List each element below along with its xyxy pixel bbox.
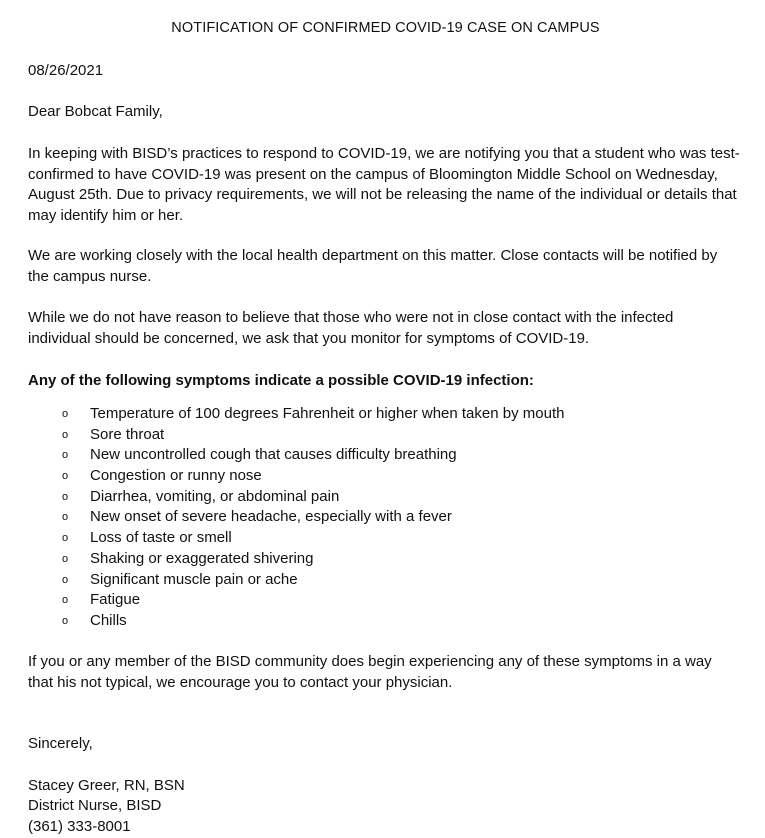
paragraph-text: We are working closely with the local health department on this matter. Close contacts will be notified by the campus nurse. xyxy=(28,247,718,285)
symptom-text: Loss of taste or smell xyxy=(90,529,232,547)
paragraph-contact-physician xyxy=(28,652,740,693)
bullet-icon: o xyxy=(62,408,69,420)
symptom-text: Chills xyxy=(90,611,127,629)
greeting: Dear Bobcat Family, xyxy=(28,103,163,120)
paragraph-notification xyxy=(28,144,740,226)
closing: Sincerely, xyxy=(28,735,93,752)
paragraph-text: While we do not have reason to believe that those who were not in close contact with the infected individual should be concerned, we ask that you monitor for symptoms of COVID-19. xyxy=(28,309,674,347)
bullet-icon: o xyxy=(62,614,69,627)
signature-title: District Nurse, BISD xyxy=(28,797,162,814)
bullet-icon: o xyxy=(62,470,69,483)
bullet-icon: o xyxy=(62,573,69,586)
bullet-icon: o xyxy=(62,449,69,462)
symptom-text: Temperature of 100 degrees Fahrenheit or higher when taken by mouth xyxy=(90,405,565,422)
symptoms-heading: Any of the following symptoms indicate a possible COVID-19 infection: xyxy=(28,372,534,389)
symptom-text: Significant muscle pain or ache xyxy=(90,570,298,588)
symptom-text: Fatigue xyxy=(90,591,141,609)
bullet-icon: o xyxy=(62,552,69,565)
signature-name: Stacey Greer, RN, BSN xyxy=(28,777,185,794)
symptom-text: Sore throat xyxy=(90,425,165,443)
letter-date: 08/26/2021 xyxy=(28,62,104,79)
bullet-icon: o xyxy=(62,594,69,607)
symptom-text: Congestion or runny nose xyxy=(90,467,262,485)
paragraph-health-department xyxy=(28,246,740,287)
symptom-text: New uncontrolled cough that causes difficulty breathing xyxy=(90,446,457,464)
symptom-text: New onset of severe headache, especially with a fever xyxy=(90,508,452,526)
symptom-text: Diarrhea, vomiting, or abdominal pain xyxy=(90,487,340,505)
paragraph-monitor-symptoms xyxy=(28,308,740,349)
symptom-text: Shaking or exaggerated shivering xyxy=(90,549,314,567)
bullet-icon: o xyxy=(62,428,69,441)
paragraph-text: If you or any member of the BISD community does begin experiencing any of these symptoms in a way that his not typical, we encourage you to contact your physician. xyxy=(28,653,712,691)
bullet-icon: o xyxy=(62,511,69,524)
document-title: NOTIFICATION OF CONFIRMED COVID-19 CASE ON CAMPUS xyxy=(171,20,600,36)
paragraph-text: In keeping with BISD’s practices to respond to COVID-19, we are notifying you that a student who was test-confirmed to have COVID-19 was present on the campus of Bloomington Middle School on Wednesday, August 25th. Due to privacy requirements, we will not be releasing the name of the individual or details that may identify him or her. xyxy=(28,145,740,224)
bullet-icon: o xyxy=(62,490,69,503)
signature-phone: (361) 333-8001 xyxy=(28,818,131,835)
bullet-icon: o xyxy=(62,532,69,545)
